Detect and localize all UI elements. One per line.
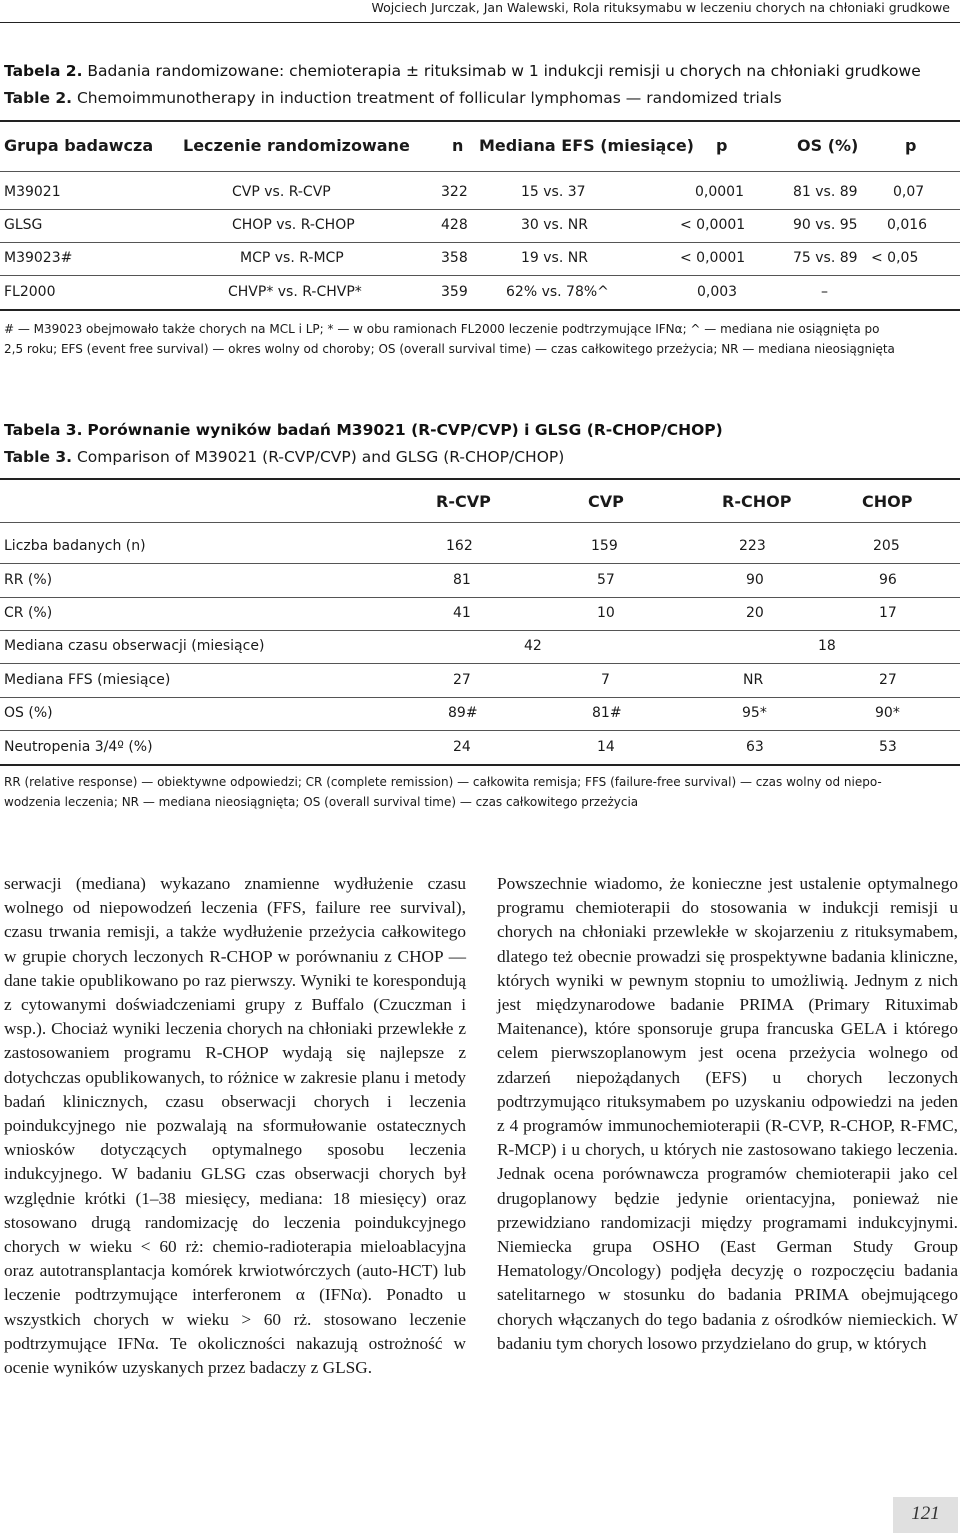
table3-caption-en [4,448,564,466]
table2-top-rule [0,120,960,122]
table-row [0,284,960,304]
table3-header-cvp: CVP [588,492,624,511]
table2-footnote [4,319,956,359]
table3-footnote-line: wodzenia leczenia; NR — mediana nieosiągnięta; OS (overall survival time) — czas całkowitego przeżycia [4,795,639,809]
table2-cell: 30 vs. NR [521,217,588,233]
table3-row-rule [0,630,960,631]
body-right-column [497,872,958,1356]
table2-footnote-line: # — M39023 obejmowało także chorych na MCL i LP; * — w obu ramionach FL2000 leczenie podtrzymujące IFNα; ^ — mediana nie osiągnięta po [4,322,880,336]
table3-cell: 41 [453,605,471,621]
table2-label-pl: Tabela 2. [4,62,83,80]
table3-cell: 24 [453,739,471,755]
table3-title-en: Comparison of M39021 (R-CVP/CVP) and GLSG (R-CHOP/CHOP) [76,448,565,466]
table3-cell: 90 [746,572,764,588]
table3-cell: 10 [597,605,615,621]
table2-cell: 62% vs. 78%^ [506,284,609,300]
table2-header-p1: p [716,136,728,155]
table2-cell: CHVP* vs. R-CHVP* [228,284,362,300]
table3-bottom-rule [0,764,960,766]
table2-row-rule [0,209,960,210]
table-row [0,638,960,658]
table3-header-chop: CHOP [862,492,913,511]
table2-cell: – [821,284,828,300]
table3-cell: 95* [742,705,767,721]
table2-cell: 322 [441,184,468,200]
table2-cell: < 0,0001 [680,250,746,266]
table2-title-en: Chemoimmunotherapy in induction treatment of follicular lymphomas — randomized trials [76,89,782,107]
table3-row-label: Mediana FFS (miesiące) [4,672,171,688]
table2-cell: < 0,05 [871,250,919,266]
table3-cell: 162 [446,538,473,554]
table-row [0,705,960,725]
table3-row-rule [0,663,960,664]
table2-cell: 75 vs. 89 [793,250,858,266]
table3-cell: 14 [597,739,615,755]
table-row [0,739,960,759]
table3-cell: 96 [879,572,897,588]
body-paragraph: serwacji (mediana) wykazano znamienne wydłużenie czasu wolnego od niepowodzeń leczenia (FFS, failure ree survival), czasu trwania remisji, a także wydłużenie przeżycia całkowitego w grupie chorych leczonych R-CHOP w porównaniu z CHOP — dane takie opublikowano po raz pierwszy. Wyniki te korespondują z cytowanymi doświadczeniami grupy z Buffalo (Czuczman i wsp.). Chociaż wyniki leczenia chorych na chłoniaki przewlekłe z zastosowaniem programu R-CHOP wydają się najlepsze z dotychczas opublikowanych, to różnice w zakresie planu i metody badań klinicznych, czasu obserwacji chorych i leczenia poindukcyjnego nie pozwalają na sformułowanie ostatecznych wniosków dotyczących optymalnego sposobu leczenia indukcyjnego. W badaniu GLSG czas obserwacji chorych był względnie krótki (1–38 miesięcy, mediana: 18 miesięcy) oraz stosowano drugą randomizację do leczenia poindukcyjnego chorych w wieku < 60 rż: chemio-radioterapia mieloablacyjna oraz autotransplantacja komórek krwiotwórczych (auto-HCT) lub leczenie podtrzymujące interferonem α (IFNα). Ponadto u wszystkich chorych w wieku > 60 rż. stosowano leczenie podtrzymujące IFNα. Te okoliczności nakazują ostrożność w ocenie wyników uzyskanych przez badaczy z GLSG. [4,874,466,1378]
table-row [0,184,960,204]
table2-header-row [0,136,960,160]
table2-title-pl: Badania randomizowane: chemioterapia ± rituksimab w 1 indukcji remisji u chorych na chłoniaki grudkowe [87,62,921,80]
table3-title-pl: Porównanie wyników badań M39021 (R-CVP/CVP) i GLSG (R-CHOP/CHOP) [87,421,723,439]
table2-cell: M39023# [4,250,73,266]
table3-label-pl: Tabela 3. [4,421,83,439]
table3-cell: 7 [601,672,610,688]
table3-row-label: RR (%) [4,572,53,588]
table3-cell-merged: 42 [524,638,542,654]
table-row [0,572,960,592]
table3-label-en: Table 3. [4,448,73,466]
table3-cell: 27 [453,672,471,688]
running-head-text: Wojciech Jurczak, Jan Walewski, Rola rituksymabu w leczeniu chorych na chłoniaki grudkowe [371,0,950,15]
table2-cell: 90 vs. 95 [793,217,858,233]
table3-cell: 53 [879,739,897,755]
table2-cell: 359 [441,284,468,300]
table2-cell: 19 vs. NR [521,250,588,266]
table3-row-label: Liczba badanych (n) [4,538,146,554]
table3-header-rcvp: R-CVP [436,492,491,511]
table2-header-rule [0,171,960,172]
table-row [0,672,960,692]
table2-cell: 428 [441,217,468,233]
table2-header-os: OS (%) [797,136,859,155]
table3-row-label: Mediana czasu obserwacji (miesiące) [4,638,265,654]
table2-cell: GLSG [4,217,43,233]
table2-cell: 15 vs. 37 [521,184,586,200]
table2-cell: CHOP vs. R-CHOP [232,217,355,233]
table2-header-n: n [452,136,464,155]
table2-cell: M39021 [4,184,61,200]
table3-row-rule [0,697,960,698]
table3-header-rchop: R-CHOP [722,492,792,511]
table3-footnote [4,772,956,812]
page-number: 121 [911,1503,940,1524]
table-row [0,250,960,270]
table3-cell: 159 [591,538,618,554]
table3-header-rule [0,522,960,523]
table2-label-en: Table 2. [4,89,73,107]
table3-cell: 20 [746,605,764,621]
table2-cell: MCP vs. R-MCP [240,250,344,266]
body-left-column [4,872,466,1380]
table3-header-row [0,492,960,516]
table3-cell-merged: 18 [818,638,836,654]
table2-cell: 81 vs. 89 [793,184,858,200]
table-row [0,538,960,558]
table2-cell: 0,003 [697,284,738,300]
table3-cell: 81 [453,572,471,588]
table2-footnote-line: 2,5 roku; EFS (event free survival) — okres wolny od choroby; OS (overall survival time) — czas całkowitego przeżycia; NR — mediana nieosiągnięta [4,342,895,356]
table3-cell: 205 [873,538,900,554]
table3-caption-pl [4,421,723,439]
table2-cell: 0,016 [887,217,928,233]
table3-row-label: OS (%) [4,705,53,721]
header-rule [0,22,960,23]
table3-row-rule [0,597,960,598]
table2-header-p2: p [905,136,917,155]
table3-cell: NR [743,672,764,688]
table3-cell: 57 [597,572,615,588]
table3-cell: 223 [739,538,766,554]
running-header [0,0,960,22]
table2-cell: 358 [441,250,468,266]
table3-cell: 27 [879,672,897,688]
table2-row-rule [0,242,960,243]
table3-row-label: CR (%) [4,605,53,621]
table3-cell: 63 [746,739,764,755]
table2-cell: 0,07 [893,184,925,200]
table3-row-rule [0,563,960,564]
table3-row-label: Neutropenia 3/4º (%) [4,739,153,755]
table3-cell: 90* [875,705,900,721]
table3-cell: 17 [879,605,897,621]
table-row [0,605,960,625]
table3-row-rule [0,730,960,731]
table2-caption-pl [4,62,921,80]
table2-bottom-rule [0,309,960,311]
table2-header-group: Grupa badawcza [4,136,154,155]
table2-header-treatment: Leczenie randomizowane [183,136,410,155]
table2-cell: FL2000 [4,284,56,300]
table2-caption-en [4,89,782,107]
table2-row-rule [0,275,960,276]
table2-header-efs: Mediana EFS (miesiące) [479,136,694,155]
table-row [0,217,960,237]
page-number-box [893,1497,958,1533]
table2-cell: CVP vs. R-CVP [232,184,331,200]
table3-top-rule [0,478,960,480]
table2-cell: < 0,0001 [680,217,746,233]
table3-cell: 89# [448,705,478,721]
body-paragraph: Powszechnie wiadomo, że konieczne jest ustalenie optymalnego programu chemioterapii do stosowania w indukcji remisji u chorych na chłoniaki przewlekłe w skojarzeniu z rituksymabem, dlatego też obecnie prowadzi się prospektywne badania kliniczne, których wyniki w pewnym stopniu to umożliwią. Jednym z nich jest międzynarodowe badanie PRIMA (Primary Rituximab Maitenance), które sponsoruje grupa francuska GELA i którego celem pierwszoplanowym jest ocena przeżycia wolnego od zdarzeń niepożądanych (EFS) u chorych leczonych podtrzymująco rituksymabem po uzyskaniu odpowiedzi na jeden z 4 programów immunochemioterapii (R-CVP, R-CHOP, R-FMC, R-MCP) i u chorych, u których nie zastosowano takiego leczenia. Jednak ocena porównawcza programów chemioterapii jako cel drugoplanowy będzie jedynie orientacyjna, ponieważ nie przewidziano randomizacji między programami indukcyjnymi. Niemiecka grupa OSHO (East German Study Group Hematology/Oncology) podjęła decyzję o rozpoczęciu badania satelitarnego w stosunku do badania PRIMA obejmującego chorych włączanych do tego badania z ośrodków niemieckich. W badaniu tym chorych losowo przydzielano do grup, w których [497,874,958,1353]
table3-cell: 81# [592,705,622,721]
table3-footnote-line: RR (relative response) — obiektywne odpowiedzi; CR (complete remission) — całkowita remisja; FFS (failure-free survival) — czas wolny od niepo- [4,775,882,789]
table2-cell: 0,0001 [695,184,744,200]
